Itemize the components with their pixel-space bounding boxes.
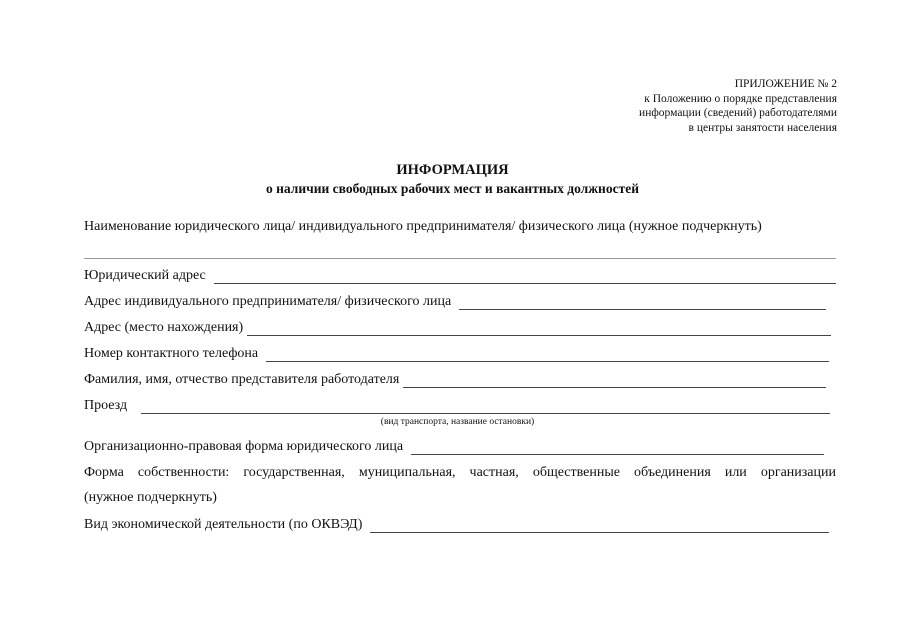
legal-address-label: Юридический адрес [84, 268, 206, 283]
transit-field[interactable] [141, 399, 830, 414]
representative-label: Фамилия, имя, отчество представителя работодателя [84, 372, 400, 387]
transit-label: Проезд [84, 398, 128, 413]
legal-form-row [84, 439, 824, 455]
ownership-label: Форма собственности: государственная, муниципальная, частная, общественные объединения или организации [84, 465, 836, 480]
document-title: ИНФОРМАЦИЯ [396, 162, 509, 178]
appendix-title: ПРИЛОЖЕНИЕ № 2 [734, 78, 837, 90]
entity-name-label: Наименование юридического лица/ индивидуального предпринимателя/ физического лица (нужное подчеркнуть) [84, 219, 762, 234]
representative-field[interactable] [403, 373, 826, 388]
ip-address-label: Адрес индивидуального предпринимателя/ физического лица [84, 294, 452, 309]
legal-address-field[interactable] [214, 269, 836, 284]
legal-form-label: Организационно-правовая форма юридического лица [84, 439, 404, 454]
phone-label: Номер контактного телефона [84, 346, 259, 361]
location-field[interactable] [247, 321, 831, 336]
phone-field[interactable] [266, 347, 829, 362]
ownership-note: (нужное подчеркнуть) [84, 490, 217, 505]
transit-row [84, 398, 830, 414]
appendix-line: к Положению о порядке представления [644, 92, 837, 105]
okved-label: Вид экономической деятельности (по ОКВЭД) [84, 517, 363, 532]
representative-row [84, 372, 826, 388]
ip-address-row [84, 294, 826, 310]
entity-name-field[interactable] [84, 258, 836, 259]
legal-form-field[interactable] [411, 440, 824, 455]
appendix-header [639, 77, 837, 136]
legal-address-row [84, 268, 836, 284]
okved-row [84, 517, 829, 533]
document-subtitle: о наличии свободных рабочих мест и вакантных должностей [266, 181, 639, 196]
location-row [84, 320, 831, 336]
ip-address-field[interactable] [459, 295, 826, 310]
appendix-line: информации (сведений) работодателями [639, 107, 837, 120]
transit-hint: (вид транспорта, название остановки) [380, 417, 535, 427]
okved-field[interactable] [370, 518, 829, 533]
location-label: Адрес (место нахождения) [84, 320, 244, 335]
appendix-line: в центры занятости населения [688, 122, 837, 135]
phone-row [84, 346, 829, 362]
